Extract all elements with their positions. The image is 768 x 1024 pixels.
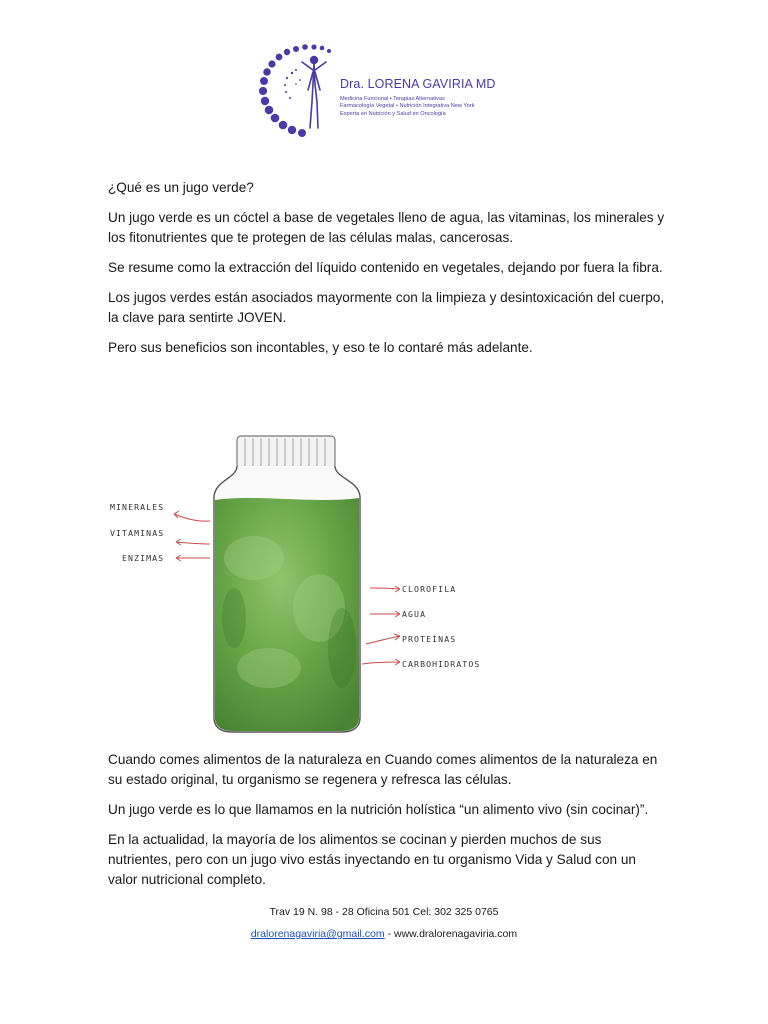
body-paragraph: En la actualidad, la mayoría de los alimentos se cocinan y pierden muchos de sus nutrientes, pero con un jugo vivo estás inyectando en tu organismo Vida y Salud con un valor nutricional completo. xyxy=(108,832,636,887)
letterhead-line: Farmacología Vegetal • Nutrición Integrativa New York xyxy=(340,103,475,110)
left-arrows xyxy=(174,511,210,561)
label-vitaminas: VITAMINAS xyxy=(110,528,165,538)
label-minerales: MINERALES xyxy=(110,502,165,512)
letterhead-name: Dra. LORENA GAVIRIA MD xyxy=(340,77,496,91)
body-paragraph: Un jugo verde es un cóctel a base de vegetales lleno de agua, las vitaminas, los minerales y los fitonutrientes que te protegen de las células malas, cancerosas. xyxy=(108,210,665,245)
body-paragraph: Cuando comes alimentos de la naturaleza en Cuando comes alimentos de la naturaleza en su estado original, tu organismo se regenera y refresca las células. xyxy=(108,752,658,787)
letterhead-line: Experta en Nutrición y Salud en Oncología xyxy=(340,110,446,117)
document-body xyxy=(108,178,668,368)
page-footer xyxy=(0,904,768,942)
footer-address: Trav 19 N. 98 - 28 Oficina 501 Cel: 302 325 0765 xyxy=(269,906,499,918)
spiral-figure-logo-icon xyxy=(252,40,352,144)
body-paragraph: Pero sus beneficios son incontables, y eso te lo contaré más adelante. xyxy=(108,340,533,355)
letterhead-logo xyxy=(252,40,522,144)
document-body-continued xyxy=(108,750,668,900)
section-heading: ¿Qué es un jugo verde? xyxy=(108,180,254,195)
green-juice-jar-illustration xyxy=(104,418,494,743)
footer-website[interactable]: www.dralorenagaviria.com xyxy=(394,928,518,940)
jar-lid xyxy=(237,436,335,468)
label-proteinas: PROTEÍNAS xyxy=(402,634,457,644)
footer-email-link[interactable]: dralorenagaviria@gmail.com xyxy=(250,928,385,940)
body-paragraph: Los jugos verdes están asociados mayormente con la limpieza y desintoxicación del cuerpo, la clave para sentirte JOVEN. xyxy=(108,290,665,325)
label-carbohidratos: CARBOHIDRATOS xyxy=(402,659,481,669)
label-agua: AGUA xyxy=(402,609,427,619)
label-clorofila: CLOROFILA xyxy=(402,584,457,594)
body-paragraph: Un jugo verde es lo que llamamos en la nutrición holística “un alimento vivo (sin cocinar)”. xyxy=(108,802,649,817)
label-enzimas: ENZIMAS xyxy=(122,553,165,563)
letterhead-line: Medicina Funcional • Terapias Alternativas xyxy=(340,96,445,102)
footer-contacts xyxy=(0,926,768,942)
body-paragraph: Se resume como la extracción del líquido contenido en vegetales, dejando por fuera la fibra. xyxy=(108,260,663,275)
footer-separator: - xyxy=(384,928,394,940)
right-arrows xyxy=(362,586,400,665)
